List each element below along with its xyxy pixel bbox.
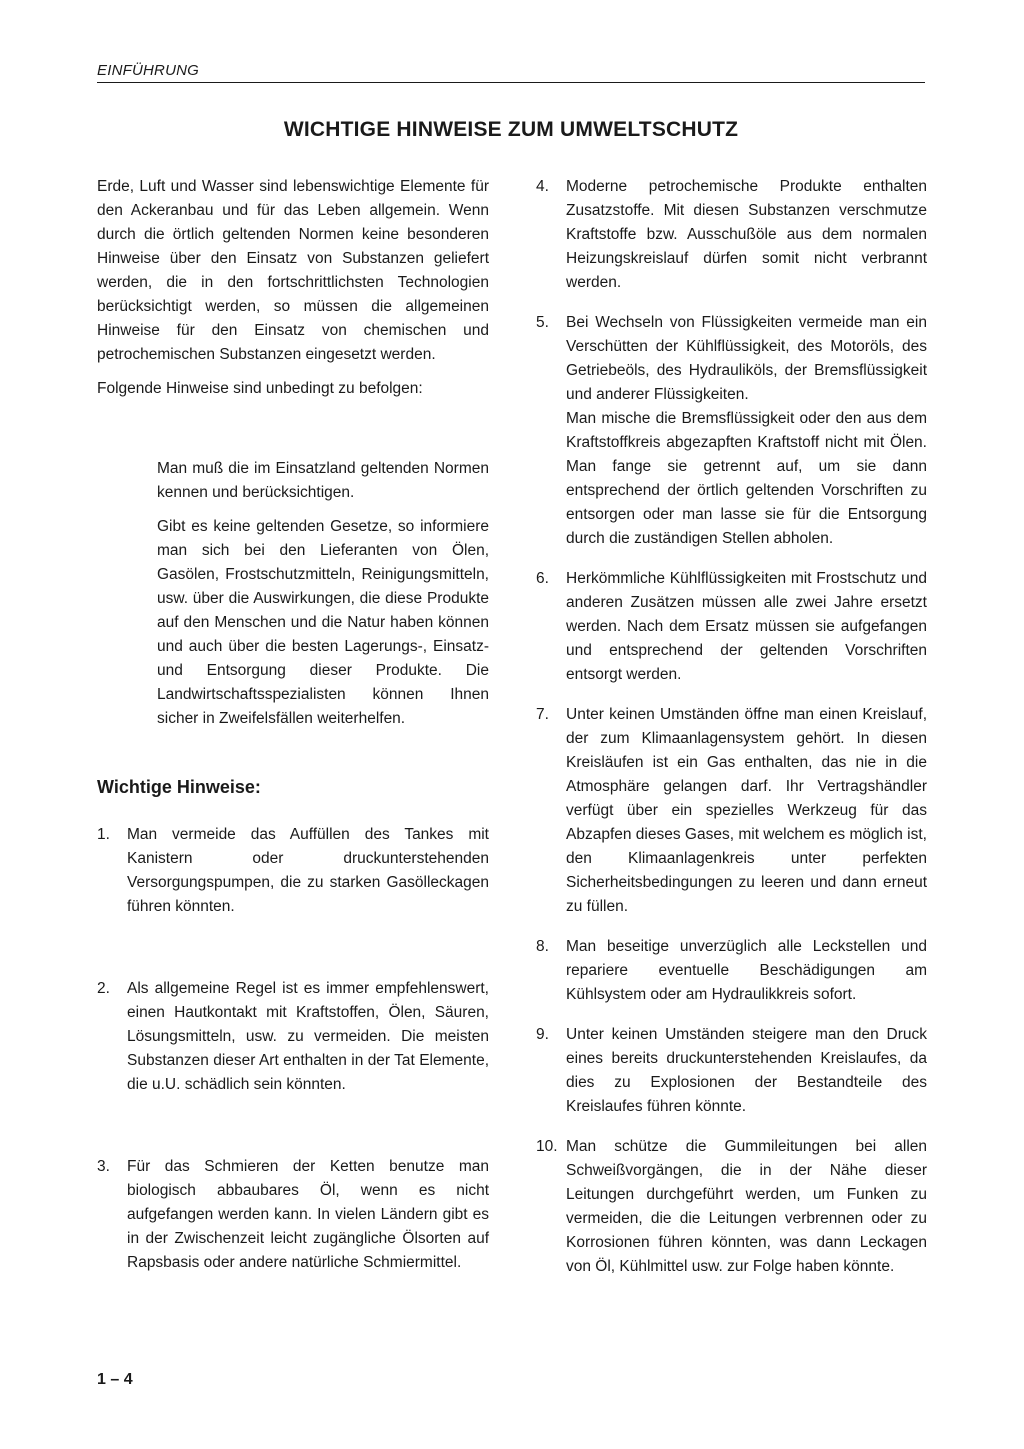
- list-item: [536, 311, 927, 551]
- item-number: 9.: [536, 1026, 549, 1043]
- indented-paragraph: Gibt es keine geltenden Gesetze, so informiere man sich bei den Lieferanten von Ölen, Gasölen, Frostschutzmitteln, Reinigungsmitteln, usw. über die Auswirkungen, die diese Produkte auf den Menschen und die Natur haben können und auch über die besten Lagerungs-, Einsatz- und Entsorgung dieser Produkte. Die Landwirtschaftsspezialisten können Ihnen sicher in Zweifelsfällen weiterhelfen.: [157, 518, 489, 727]
- list-item: [536, 1023, 927, 1119]
- item-number: 10.: [536, 1138, 558, 1155]
- item-number: 2.: [97, 980, 110, 997]
- item-number: 8.: [536, 938, 549, 955]
- item-text: Für das Schmieren der Ketten benutze man biologisch abbaubares Öl, wenn es nicht aufgefangen werden kann. In vielen Ländern gibt es in der Zwischenzeit leicht zugängliche Ölsorten auf Rapsbasis oder andere natürliche Schmiermittel.: [127, 1158, 489, 1271]
- item-text-continued: Man mische die Bremsflüssigkeit oder den aus dem Kraftstoffkreis abgezapften Kraftstoff nicht mit Ölen. Man fange sie getrennt auf, um sie dann entsprechend der örtlich geltenden Vorschriften zu entsorgen oder man lasse sie für die Entsorgung durch die zuständigen Stellen abholen.: [566, 410, 927, 547]
- list-item: [536, 567, 927, 687]
- indented-block: [157, 457, 489, 731]
- item-text: Unter keinen Umständen öffne man einen Kreislauf, der zum Klimaanlagensystem gehört. In diesen Kreisläufen ist ein Gas enthalten, das nie in die Atmosphäre gelangen darf. Ihr Vertragshändler verfügt über ein spezielles Werkzeug für das Abzapfen dieses Gases, mit welchem es möglich ist, den Klimaanlagenkreis unter perfekten Sicherheitsbedingungen zu leeren und dann erneut zu füllen.: [566, 706, 927, 915]
- item-text: Man vermeide das Auffüllen des Tankes mit Kanistern oder druckunterstehenden Versorgungspumpen, die zu starken Gasölleckagen führen könnten.: [127, 826, 489, 915]
- list-item: [536, 175, 927, 295]
- item-number: 6.: [536, 570, 549, 587]
- intro-paragraph: Erde, Luft und Wasser sind lebenswichtige Elemente für den Ackeranbau und für das Leben allgemein. Wenn durch die örtlich geltenden Normen keine besonderen Hinweise über den Einsatz von Substanzen geliefert werden, die in den fortschrittlichsten Technologien berücksichtigt werden, so müssen die allgemeinen Hinweise für den Einsatz von chemischen und petrochemischen Substanzen eingesetzt werden.: [97, 178, 489, 363]
- page-title: WICHTIGE HINWEISE ZUM UMWELTSCHUTZ: [283, 118, 739, 141]
- item-text: Man schütze die Gummileitungen bei allen Schweißvorgängen, die in der Nähe dieser Leitungen durchgeführt werden, um Funken zu vermeiden, die die Leitungen verbrennen oder zu Korrosionen führen könnten, was dann Leckagen von Öl, Kühlmittel usw. zur Folge haben könnte.: [566, 1138, 927, 1275]
- item-number: 7.: [536, 706, 549, 723]
- item-number: 4.: [536, 178, 549, 195]
- item-text: Herkömmliche Kühlflüssigkeiten mit Frostschutz und anderen Zusätzen müssen alle zwei Jahre ersetzt werden. Nach dem Ersatz müssen sie aufgefangen und entsprechend der geltenden Vorschriften entsorgt werden.: [566, 570, 927, 683]
- page-number: 1 – 4: [97, 1371, 133, 1388]
- item-number: 1.: [97, 826, 110, 843]
- left-column: [97, 175, 489, 1275]
- list-item: [97, 1155, 489, 1275]
- list-item: [536, 703, 927, 919]
- item-text: Moderne petrochemische Produkte enthalten Zusatzstoffe. Mit diesen Substanzen verschmutze Kraftstoffe bzw. Ausschußöle aus dem normalen Heizungskreislauf dürfen somit nicht verbrannt werden.: [566, 178, 927, 291]
- list-item: [97, 977, 489, 1097]
- list-item: [536, 1135, 927, 1279]
- chapter-label: EINFÜHRUNG: [97, 62, 199, 79]
- item-text: Bei Wechseln von Flüssigkeiten vermeide man ein Verschütten der Kühlflüssigkeit, des Motoröls, des Getriebeöls, des Hydrauliköls, der Bremsflüssigkeit und anderer Flüssigkeiten.: [566, 314, 927, 403]
- item-text: Als allgemeine Regel ist es immer empfehlenswert, einen Hautkontakt mit Kraftstoffen, Ölen, Säuren, Lösungsmitteln, usw. zu vermeiden. Die meisten Substanzen dieser Art enthalten in der Tat Elemente, die u.U. schädlich sein könnten.: [127, 980, 489, 1093]
- item-number: 3.: [97, 1158, 110, 1175]
- item-text: Unter keinen Umständen steigere man den Druck eines bereits druckunterstehenden Kreislaufes, da dies zu Explosionen der Bestandteile des Kreislaufes führen könnte.: [566, 1026, 927, 1115]
- running-header: [97, 62, 925, 83]
- list-item: [536, 935, 927, 1007]
- right-column: [536, 175, 927, 1279]
- item-number: 5.: [536, 314, 549, 331]
- list-item: [97, 823, 489, 919]
- section-heading: Wichtige Hinweise:: [97, 777, 261, 797]
- indented-paragraph: Man muß die im Einsatzland geltenden Normen kennen und berücksichtigen.: [157, 460, 489, 501]
- item-text: Man beseitige unverzüglich alle Leckstellen und repariere eventuelle Beschädigungen am Kühlsystem oder am Hydraulikkreis sofort.: [566, 938, 927, 1003]
- instructions-lead: Folgende Hinweise sind unbedingt zu befolgen:: [97, 380, 423, 397]
